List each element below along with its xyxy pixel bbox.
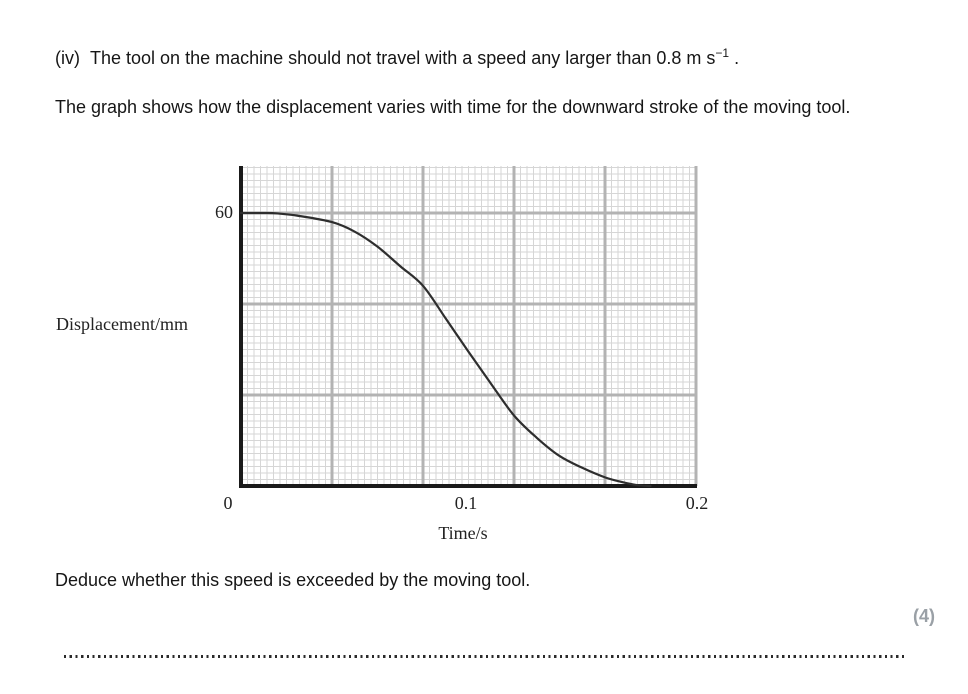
x-tick-label-0-2: 0.2 xyxy=(685,493,709,513)
displacement-time-graph xyxy=(239,165,701,491)
question-statement xyxy=(55,46,935,70)
x-axis-label: Time/s xyxy=(438,523,488,543)
superscript-exponent: −1 xyxy=(715,46,730,60)
question-numeral: (iv) xyxy=(55,48,80,68)
x-tick-label-0-1: 0.1 xyxy=(454,493,478,513)
answer-dotted-line xyxy=(64,655,906,658)
deduce-prompt: Deduce whether this speed is exceeded by the moving tool. xyxy=(55,570,531,590)
question-statement-text: The tool on the machine should not travel with a speed any larger than 0.8 m s xyxy=(90,48,716,68)
x-tick-label-0: 0 xyxy=(223,493,233,513)
question-statement-period: . xyxy=(729,48,740,68)
y-axis-label: Displacement/mm xyxy=(56,314,188,334)
graph-intro-paragraph: The graph shows how the displacement varies with time for the downward stroke of the moving tool. xyxy=(55,97,851,117)
y-tick-label-60: 60 xyxy=(215,202,233,222)
marks-badge: (4) xyxy=(913,606,935,626)
